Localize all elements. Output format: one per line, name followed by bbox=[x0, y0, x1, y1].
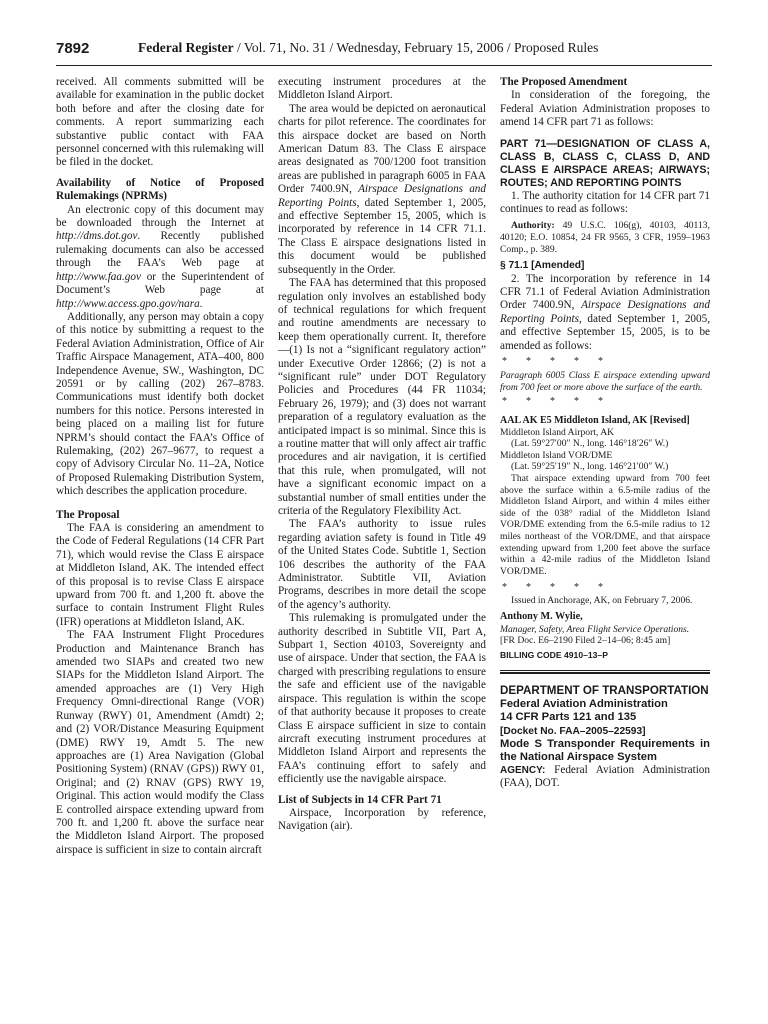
paragraph: Airspace, Incorporation by reference, Navigation (air). bbox=[278, 806, 486, 833]
star: * bbox=[574, 356, 579, 368]
paragraph: The FAA has determined that this proposed regulation only involves an established body of technical regulations for which frequent and routine amendments are necessary to keep them operationally current. It, therefore—(1) Is not a “significant regulatory action” under Executive Order 12866; (2) is not a “significant rule” under DOT Regulatory Policies and Procedures (44 FR 11034; February 26, 1979); and (3) does not warrant preparation of a regulatory evaluation as the anticipated impact is so minimal. Since this is a routine matter that will only affect air traffic procedures and air navigation, it is certified that this rule, when promulgated, will not have a significant economic impact on a substantial number of small entities under the criteria of the Regulatory Flexibility Act. bbox=[278, 277, 486, 517]
paragraph: The FAA’s authority to issue rules regarding aviation safety is found in Title 49 of the United States Code. Subtitle 1, Section 106 describes the authority of the FAA Administrator. Subtitle VII, Aviation Programs, describes in more detail the scope of the agency’s authority. bbox=[278, 518, 486, 611]
star: * bbox=[502, 396, 507, 408]
star: * bbox=[574, 396, 579, 408]
star: * bbox=[574, 582, 579, 594]
section-heading: The Proposal bbox=[56, 508, 120, 521]
paragraph bbox=[278, 103, 486, 277]
star: * bbox=[550, 396, 555, 408]
paragraph-6005: Paragraph 6005 Class E airspace extending upward from 700 feet or more above the surface of the earth. bbox=[500, 370, 710, 393]
agency-heading: Federal Aviation Administration bbox=[500, 697, 668, 710]
divider bbox=[500, 670, 710, 671]
column-2 bbox=[278, 76, 486, 834]
paragraph: Additionally, any person may obtain a copy of this notice by submitting a request to the Federal Aviation Administration, Office of Air Traffic Airspace Management, ATA–400, 800 Independence Avenue, SW., Washington, DC 20591 or by calling (202) 267–8783. Communications must identify both docket numbers for this notice. Persons interested in being placed on a mailing list for future NPRM’s should contact the FAA’s Office of Rulemaking, (202) 267–9677, to request a copy of Advisory Circular No. 11–2A, Notice of Proposed Rulemaking Distribution System, which describes the application procedure. bbox=[56, 310, 264, 498]
agency-text: Federal Aviation Administration (FAA), DOT. bbox=[500, 764, 710, 790]
link-gpo[interactable]: http://www.access.gpo.gov/nara bbox=[56, 297, 200, 310]
airspace-designation-heading: AAL AK E5 Middleton Island, AK [Revised] bbox=[500, 414, 690, 426]
star: * bbox=[550, 356, 555, 368]
fr-doc-line: [FR Doc. E6–2190 Filed 2–14–06; 8:45 am] bbox=[500, 635, 671, 647]
text-run: , dated September 1, 2005, and effective September 15, 2005, is to be amended as follows: bbox=[500, 312, 710, 352]
star: * bbox=[502, 356, 507, 368]
column-1 bbox=[56, 76, 264, 857]
location-name: Middleton Island Airport, AK bbox=[500, 426, 615, 438]
airspace-description: That airspace extending upward from 700 feet above the surface within a 6.5-mile radius of the Middleton Island Airport, and within 4 miles either side of the 038° radial of the Middleton Island VOR/DME extending from the 6.5-mile radius to 12 miles northeast of the VOR/DME, and that airspace extending upward from 1,200 feet above the surface within a 42-mile radius of the Middleton Island VOR/DME. bbox=[500, 473, 710, 577]
paragraph: The FAA Instrument Flight Procedures Production and Maintenance Branch has amended two SIAPs and created two new SIAPs for the Middleton Island Airport. The amended approaches are (1) Very High Frequency Omni-directional Range (VOR) Runway (RWY) 01, Amendment (Amdt) 2; and (2) VOR/Distance Measuring Equipment (DME) RWY 19, Amdt 5. The new approaches are (1) Area Navigation (Global Positioning System) (RNAV (GPS)) RWY 01, Original; and (2) RNAV (GPS) RWY 19, Original. This action would modify the Class E controlled airspace extending upward from 700 ft. and 1,200 ft. above the surface near the Middleton Island Airport. The proposed airspace is sufficient in size to contain aircraft bbox=[56, 629, 264, 856]
paragraph: received. All comments submitted will be available for examination in the public docket both before and after the closing date for comments. A report summarizing each substantive public contact with FAA personnel concerned with this rulemaking will be filed in the docket. bbox=[56, 76, 264, 169]
star: * bbox=[598, 356, 603, 368]
link-faa[interactable]: http://www.faa.gov bbox=[56, 270, 141, 283]
italic-title: Airspace Designations and Reporting Points bbox=[500, 299, 710, 325]
authority-citation bbox=[500, 220, 710, 255]
paragraph: The FAA is considering an amendment to the Code of Federal Regulations (14 CFR Part 71), which would revise the Class E airspace at Middleton Island, AK. The intended effect of this proposal is to revise Class E airspace upward from 700 ft. and 1,200 ft. above the surface to contain Instrument Flight Rules (IFR) operations at Middleton Island, AK. bbox=[56, 522, 264, 628]
paragraph: executing instrument procedures at the Middleton Island Airport. bbox=[278, 76, 486, 102]
divider bbox=[500, 672, 710, 674]
agency-line bbox=[500, 764, 710, 791]
ellipsis-stars bbox=[500, 395, 710, 408]
star: * bbox=[526, 356, 531, 368]
running-head-title: Federal Register bbox=[138, 40, 234, 55]
paragraph bbox=[56, 204, 264, 311]
star: * bbox=[502, 582, 507, 594]
ellipsis-stars bbox=[500, 581, 710, 594]
paragraph bbox=[500, 273, 710, 353]
star: * bbox=[526, 396, 531, 408]
text-run: The area would be depicted on aeronautical charts for pilot reference. The coordinates for this airspace docket are based on North American Datum 83. The Class E airspace areas designated as 700/1200 foot transition areas are published in paragraph 6005 in FAA Order 7400.9N, bbox=[278, 102, 486, 196]
section-71-1-heading: § 71.1 [Amended] bbox=[500, 260, 585, 272]
cfr-parts-heading: 14 CFR Parts 121 and 135 bbox=[500, 711, 637, 724]
star: * bbox=[526, 582, 531, 594]
text-run: or the Superintendent of Document’s Web page at bbox=[56, 270, 264, 297]
page-number: 7892 bbox=[56, 40, 90, 57]
section-heading: Availability of Notice of Proposed Rulemakings (NPRMs) bbox=[56, 176, 264, 203]
location-coordinates: (Lat. 59°25′19″ N., long. 146°21′00″ W.) bbox=[511, 461, 669, 473]
signer-name: Anthony M. Wylie, bbox=[500, 611, 583, 623]
italic-title: Airspace Designations and Reporting Points bbox=[278, 183, 486, 209]
location-name: Middleton Island VOR/DME bbox=[500, 449, 613, 461]
text-run: . bbox=[199, 297, 203, 310]
star: * bbox=[598, 582, 603, 594]
authority-label: Authority: bbox=[511, 220, 555, 232]
section-heading: List of Subjects in 14 CFR Part 71 bbox=[278, 793, 442, 806]
running-head-details: / Vol. 71, No. 31 / Wednesday, February 15, 2006 / Proposed Rules bbox=[233, 40, 599, 55]
text-run: , dated September 1, 2005, and effective September 15, 2005, which is incorporated by reference in 14 CFR 71.1. The Class E airspace designations listed in this document would be published subsequently in the Order. bbox=[278, 196, 486, 276]
link-dms[interactable]: http://dms.dot.gov bbox=[56, 230, 138, 243]
section-heading: The Proposed Amendment bbox=[500, 76, 628, 88]
page-header bbox=[56, 36, 712, 66]
column-3 bbox=[500, 76, 710, 791]
location-coordinates: (Lat. 59°27′00″ N., long. 146°18′26″ W.) bbox=[511, 438, 669, 450]
paragraph: In consideration of the foregoing, the Federal Aviation Administration proposes to amend 14 CFR part 71 as follows: bbox=[500, 89, 710, 129]
department-heading: DEPARTMENT OF TRANSPORTATION bbox=[500, 684, 709, 698]
text-run: An electronic copy of this document may be downloaded through the Internet at bbox=[56, 203, 264, 230]
star: * bbox=[550, 582, 555, 594]
issued-line: Issued in Anchorage, AK, on February 7, 2006. bbox=[511, 594, 693, 606]
docket-number: [Docket No. FAA–2005–22593] bbox=[500, 725, 646, 737]
ellipsis-stars bbox=[500, 355, 710, 368]
running-head bbox=[138, 40, 598, 56]
part-heading: PART 71—DESIGNATION OF CLASS A, CLASS B, CLASS C, CLASS D, AND CLASS E AIRSPACE AREAS; AIRWAYS; ROUTES; AND REPORTING POINTS bbox=[500, 137, 710, 189]
star: * bbox=[598, 396, 603, 408]
rule-title: Mode S Transponder Requirements in the National Airspace System bbox=[500, 738, 710, 764]
paragraph: 1. The authority citation for 14 CFR part 71 continues to read as follows: bbox=[500, 189, 710, 216]
text-run: . Recently published rulemaking documents can also be accessed through the FAA’s Web page at bbox=[56, 230, 264, 270]
authority-text: 49 U.S.C. 106(g), 40103, 40113, 40120; E.O. 10854, 24 FR 9565, 3 CFR, 1959–1963 Comp., p. 389. bbox=[500, 220, 710, 255]
text-run: 2. The incorporation by reference in 14 CFR 71.1 of Federal Aviation Administration Order 7400.9N, bbox=[500, 272, 710, 312]
billing-code: BILLING CODE 4910–13–P bbox=[500, 650, 608, 660]
agency-label: AGENCY: bbox=[500, 765, 546, 777]
signer-title: Manager, Safety, Area Flight Service Operations. bbox=[500, 623, 690, 635]
paragraph: This rulemaking is promulgated under the authority described in Subtitle VII, Part A, Subpart 1, Section 40103, Sovereignty and use of airspace. Under that section, the FAA is charged with prescribing regulations to ensure the safe and efficient use of the navigable airspace. This regulation is within the scope of that authority because it proposes to create Class E airspace sufficient in size to contain aircraft executing instrument procedures at Middleton Island Airport and represents the FAA’s continuing effort to safely and efficiently use the navigable airspace. bbox=[278, 612, 486, 786]
